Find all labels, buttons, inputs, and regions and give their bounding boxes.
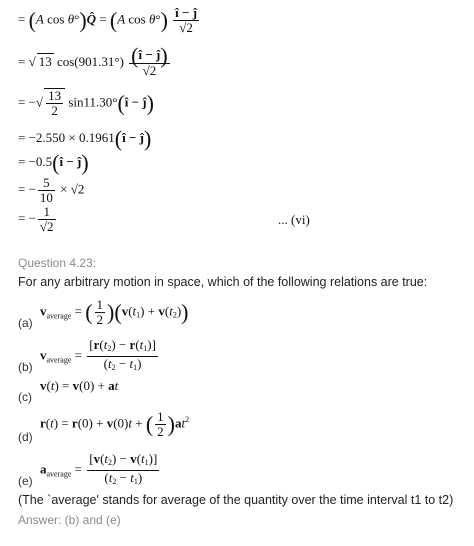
derivation-line-7: = − $\frac{1}{√2}$ (18, 204, 54, 234)
option-c-formula: v(t) = v(0) + at (40, 378, 119, 393)
equation-tag: ... (vi) (278, 212, 310, 227)
answer-text: Answer: (b) and (e) (18, 513, 121, 527)
option-d-label: (d) (18, 430, 33, 444)
option-a-label: (a) (18, 316, 33, 330)
option-a-formula: $v_{average}$ = ( $\frac{1}{2}$ )(v(t1) + v(t2)) (40, 297, 189, 327)
derivation-line-3: = −√ $\frac{13}{2}$ sin11.30°(î − ĵ) (18, 88, 154, 118)
derivation-line-2: = √ 13 cos(901.31°) $\frac{(î - ĵ)}{√2}$ (18, 43, 168, 79)
option-e-formula: $a_{average}$ = $\frac{[v(t2) - v(t1)]}{(t2 - t1)}$ (40, 451, 158, 486)
question-note: (The `average' stands for average of the quantity over the time interval t1 to t2) (18, 493, 454, 507)
option-b-label: (b) (18, 360, 33, 374)
derivation-line-5: = −0.5(î − ĵ) (18, 150, 89, 175)
option-c-label: (c) (18, 390, 32, 404)
derivation-line-6: = − $\frac{5}{10}$ × √2 (18, 175, 85, 205)
question-text: For any arbitrary motion in space, which of the following relations are true: (18, 275, 428, 289)
question-title: Question 4.23: (18, 256, 97, 270)
derivation-line-4: = −2.550 × 0.1961(î − ĵ) (18, 126, 152, 151)
option-b-formula: $v_{average}$ = $\frac{[r(t2) - r(t1)]}{(t2 - t1)}$ (40, 337, 156, 372)
option-e-label: (e) (18, 474, 33, 488)
derivation-line-1: = (A cos θ°)Q̂ = (A cos θ°) $\frac{î - ĵ}{√2}$ (18, 5, 198, 35)
option-d-formula: r(t) = r(0) + v(0)t + ( $\frac{1}{2}$ )$at^2$ (40, 409, 190, 439)
